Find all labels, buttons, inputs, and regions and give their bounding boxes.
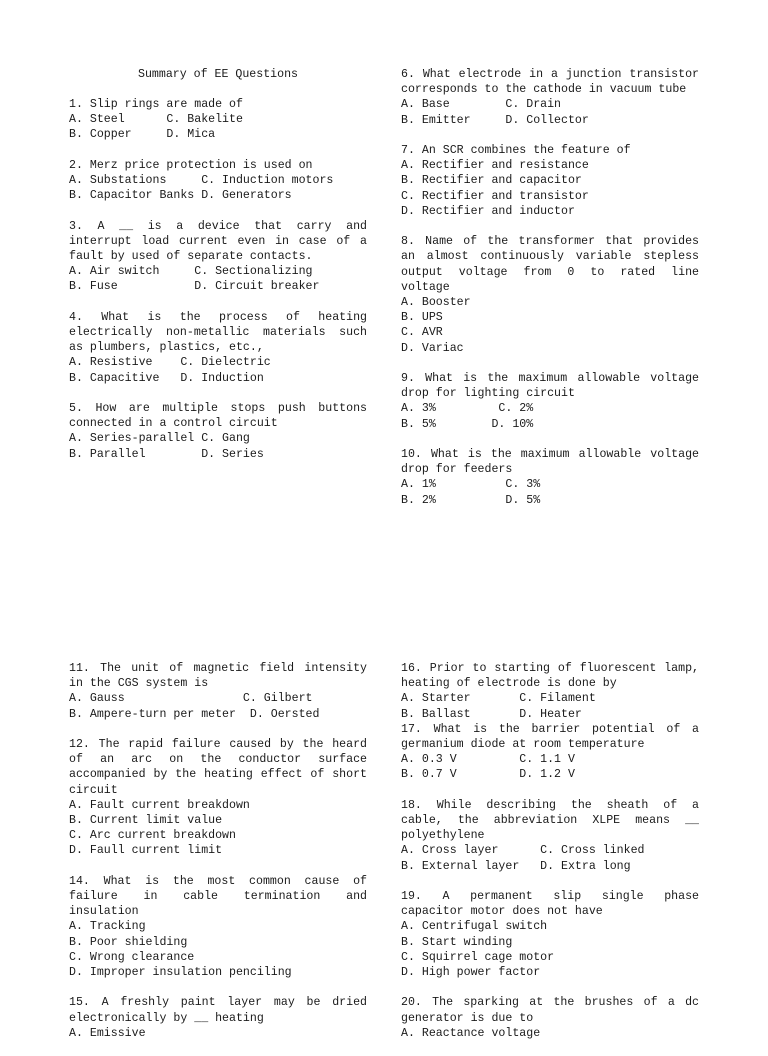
- option-c: C. Arc current breakdown: [69, 829, 236, 843]
- options-row-2: B. 0.7 V D. 1.2 V: [401, 768, 575, 782]
- question-text: 14. What is the most common cause of failure in cable termination and insulation: [69, 874, 367, 919]
- question-text: 6. What electrode in a junction transistor corresponds to the cathode in vacuum tube: [401, 68, 699, 97]
- question-17: [401, 722, 699, 783]
- question-15: [69, 995, 367, 1041]
- option-a: A. Emissive: [69, 1026, 146, 1040]
- question-text: 2. Merz price protection is used on: [69, 158, 313, 172]
- options-row-2: B. Copper D. Mica: [69, 128, 216, 142]
- option-b: B. Current limit value: [69, 814, 223, 828]
- options-row-2: B. Ampere-turn per meter D. Oersted: [69, 707, 320, 721]
- question-11: [69, 661, 367, 722]
- options-row-1: A. Base C. Drain: [401, 98, 562, 112]
- option-c: C. Rectifier and transistor: [401, 189, 589, 203]
- options-row-1: A. Series-parallel C. Gang: [69, 432, 250, 446]
- question-5: [69, 401, 367, 462]
- page-title: Summary of EE Questions: [137, 68, 299, 81]
- option-d: D. Improper insulation penciling: [69, 966, 292, 980]
- option-b: B. Poor shielding: [69, 935, 188, 949]
- column-bottom-left: [69, 661, 367, 1056]
- question-text: 9. What is the maximum allowable voltage drop for lighting circuit: [401, 372, 699, 401]
- question-text: 19. A permanent slip single phase capacitor motor does not have: [401, 890, 699, 919]
- question-9: [401, 371, 699, 432]
- question-text: 16. Prior to starting of fluorescent lamp, heating of electrode is done by: [401, 662, 699, 691]
- options-row-2: B. Parallel D. Series: [69, 447, 264, 461]
- question-4: [69, 310, 367, 386]
- question-text: 18. While describing the sheath of a cable, the abbreviation XLPE means __ polyethylene: [401, 798, 699, 843]
- option-c: C. AVR: [401, 326, 443, 340]
- question-text: 10. What is the maximum allowable voltage drop for feeders: [401, 448, 699, 477]
- option-c: C. Squirrel cage motor: [401, 950, 555, 964]
- question-text: 15. A freshly paint layer may be dried electronically by __ heating: [69, 996, 367, 1025]
- question-text: 1. Slip rings are made of: [69, 98, 243, 111]
- options-row-1: A. Resistive C. Dielectric: [69, 356, 271, 370]
- question-10: [401, 447, 699, 508]
- option-c: C. Wrong clearance: [69, 950, 195, 964]
- options-row-2: B. Fuse D. Circuit breaker: [69, 280, 320, 294]
- question-text: 3. A __ is a device that carry and interrupt load current even in case of a fault by used of separate contacts.: [69, 219, 367, 263]
- options-row-2: B. 5% D. 10%: [401, 417, 534, 431]
- question-2: [69, 158, 367, 204]
- option-a: A. Rectifier and resistance: [401, 159, 589, 173]
- options-row-1: A. 0.3 V C. 1.1 V: [401, 753, 575, 767]
- question-text: 8. Name of the transformer that provides an almost continuously variable stepless output voltage from 0 to rated line voltage: [401, 235, 699, 294]
- options-row-2: B. Emitter D. Collector: [401, 113, 589, 127]
- option-a: A. Tracking: [69, 920, 146, 934]
- question-text: 4. What is the process of heating electrically non-metallic materials such as plumbers, plastics, etc.,: [69, 310, 367, 355]
- option-a: A. Booster: [401, 296, 471, 310]
- option-b: B. Rectifier and capacitor: [401, 174, 582, 188]
- option-d: D. Rectifier and inductor: [401, 204, 575, 218]
- options-row-2: B. Capacitor Banks D. Generators: [69, 189, 292, 203]
- options-row-1: A. Substations C. Induction motors: [69, 174, 334, 187]
- question-text: 17. What is the barrier potential of a germanium diode at room temperature: [401, 722, 699, 752]
- option-d: D. High power factor: [401, 966, 541, 980]
- question-20: [401, 995, 699, 1041]
- page-title-block: [69, 67, 367, 97]
- question-text: 11. The unit of magnetic field intensity in the CGS system is: [69, 662, 367, 691]
- question-8: [401, 234, 699, 356]
- options-row-1: A. Gauss C. Gilbert: [69, 692, 313, 706]
- option-a: A. Fault current breakdown: [69, 798, 250, 812]
- options-row-1: A. 3% C. 2%: [401, 402, 534, 416]
- column-top-left: [69, 97, 367, 477]
- options-row-2: B. 2% D. 5%: [401, 493, 541, 507]
- question-7: [401, 143, 699, 219]
- options-row-1: A. Cross layer C. Cross linked: [401, 844, 645, 858]
- option-d: D. Variac: [401, 341, 464, 355]
- question-18: [401, 798, 699, 874]
- options-row-1: A. Steel C. Bakelite: [69, 113, 243, 127]
- question-19: [401, 889, 699, 980]
- options-row-2: B. Ballast D. Heater: [401, 707, 582, 721]
- question-text: 20. The sparking at the brushes of a dc generator is due to: [401, 996, 699, 1025]
- option-d: D. Faull current limit: [69, 844, 223, 858]
- options-row-2: B. Capacitive D. Induction: [69, 371, 264, 385]
- option-b: B. Start winding: [401, 935, 513, 949]
- option-a: A. Centrifugal switch: [401, 920, 548, 934]
- options-row-2: B. External layer D. Extra long: [401, 859, 631, 873]
- question-3: [69, 219, 367, 295]
- option-b: B. UPS: [401, 311, 443, 325]
- options-row-1: A. 1% C. 3%: [401, 478, 541, 492]
- option-a: A. Reactance voltage: [401, 1026, 541, 1040]
- question-text: 7. An SCR combines the feature of: [401, 144, 631, 157]
- question-text: 5. How are multiple stops push buttons connected in a control circuit: [69, 402, 367, 431]
- question-16: [401, 661, 699, 722]
- question-6: [401, 67, 699, 128]
- options-row-1: A. Air switch C. Sectionalizing: [69, 265, 313, 279]
- question-12: [69, 737, 367, 859]
- column-top-right: [401, 67, 699, 523]
- options-row-1: A. Starter C. Filament: [401, 692, 596, 706]
- question-text: 12. The rapid failure caused by the heard of an arc on the conductor surface accompanied by the heating effect of short circuit: [69, 738, 367, 797]
- question-1: [69, 97, 367, 143]
- column-bottom-right: [401, 661, 699, 1056]
- question-14: [69, 874, 367, 980]
